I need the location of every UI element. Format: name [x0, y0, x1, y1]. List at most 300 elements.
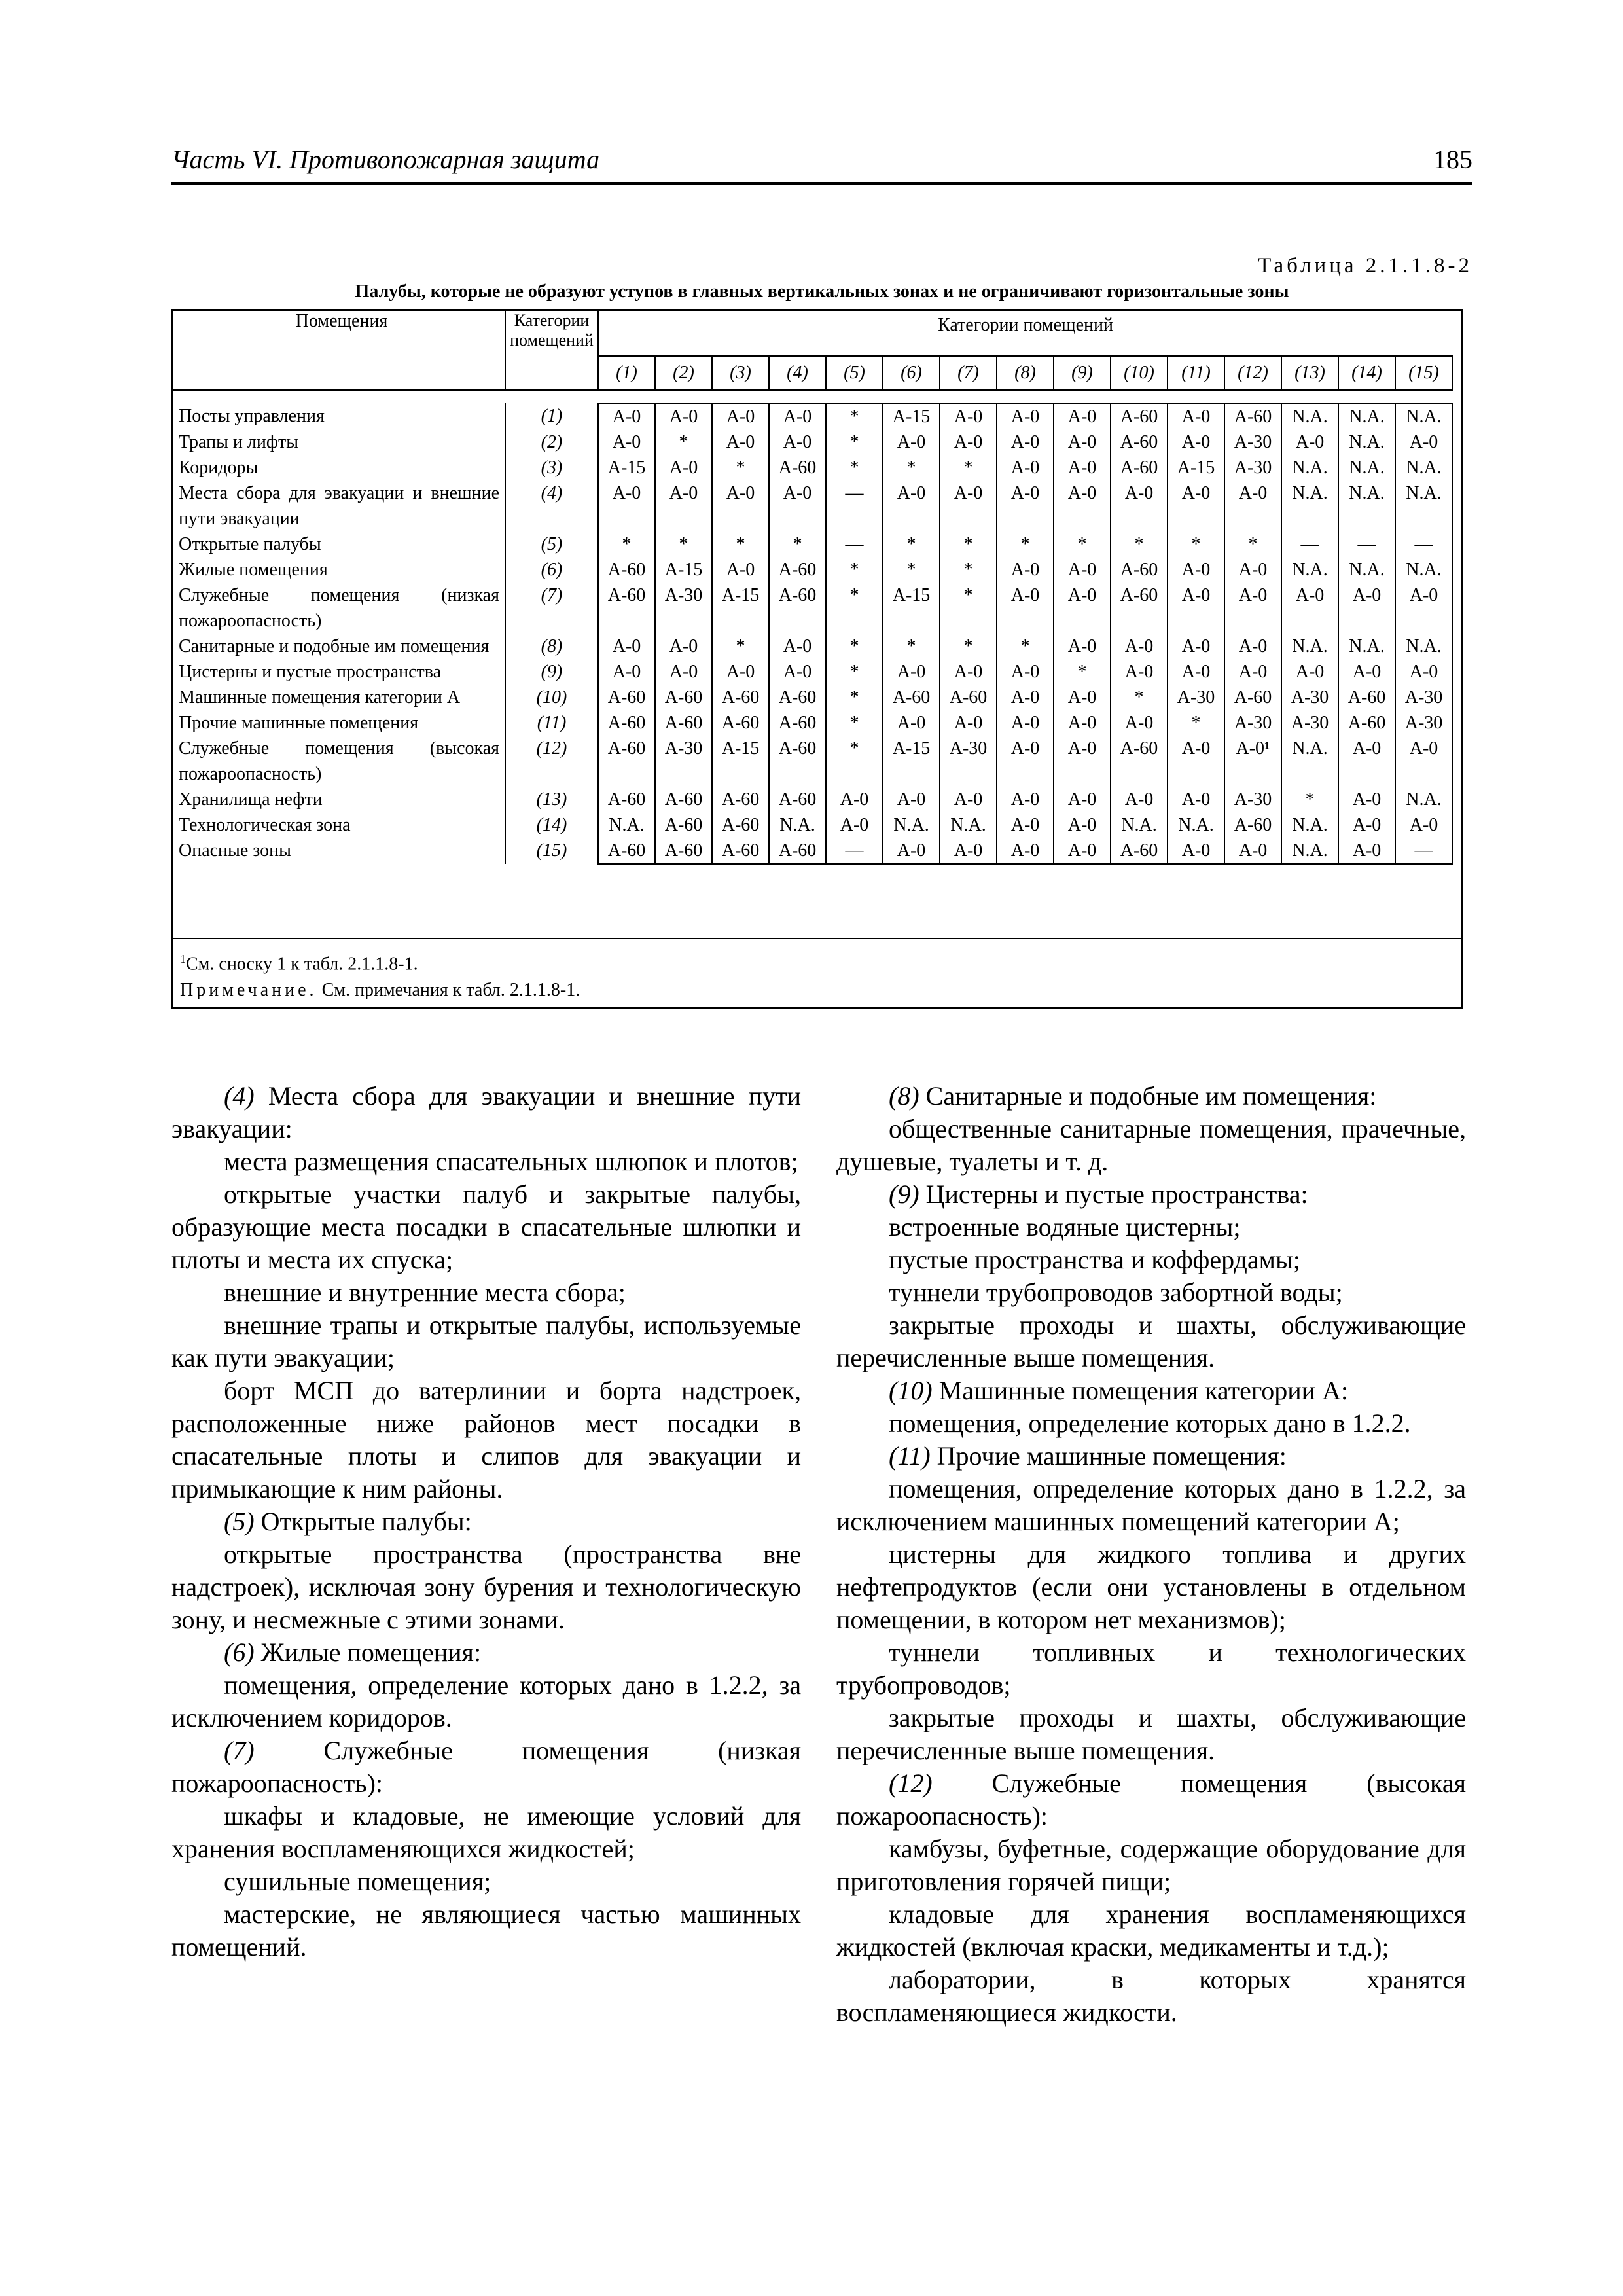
table-cell: A-0 — [1224, 583, 1281, 634]
table-cell: A-0 — [1338, 812, 1395, 838]
row-room-name: Технологическая зона — [173, 812, 505, 838]
table-cell: A-0 — [826, 812, 883, 838]
table-cell: A-0 — [598, 659, 655, 685]
table-row — [173, 557, 1452, 583]
paragraph-text: помещения, определение которых дано в 1.2.2, за исключением машинных помещений категории А; — [836, 1474, 1466, 1536]
table-cell: A-0 — [1111, 480, 1168, 531]
table-row — [173, 531, 1452, 557]
table-cell: A-60 — [655, 710, 712, 736]
table-cell: A-60 — [1111, 838, 1168, 864]
table-cell: A-0 — [997, 583, 1054, 634]
paragraph-text: Служебные помещения (высокая пожароопасность): — [836, 1768, 1467, 1831]
table-cell: — — [1395, 531, 1452, 557]
table-cell: A-30 — [1224, 429, 1281, 455]
table-cell: A-0 — [1168, 659, 1224, 685]
row-category: (15) — [505, 838, 598, 864]
table-cell: A-60 — [1111, 557, 1168, 583]
row-category: (5) — [505, 531, 598, 557]
table-cell: A-60 — [598, 736, 655, 787]
paragraph — [836, 1080, 1466, 1113]
table-cell: A-0 — [769, 634, 826, 659]
table-cell: A-0 — [940, 429, 997, 455]
row-category: (10) — [505, 685, 598, 710]
note-label: Примечание. — [180, 980, 317, 1001]
paragraph — [836, 1898, 1466, 1964]
footnote-mark: 1 — [180, 952, 186, 965]
table-cell: A-0 — [1395, 583, 1452, 634]
paragraph — [171, 1538, 801, 1636]
category-number: (12) — [889, 1768, 992, 1798]
table-cell: A-60 — [1224, 812, 1281, 838]
table-cell: N.A. — [1338, 429, 1395, 455]
table-cell: A-60 — [1224, 403, 1281, 429]
row-category: (7) — [505, 583, 598, 634]
table-cell: A-30 — [1281, 710, 1338, 736]
row-room-name: Опасные зоны — [173, 838, 505, 864]
table-cell: A-0 — [997, 685, 1054, 710]
table-cell: * — [883, 531, 940, 557]
table-cell: A-60 — [598, 557, 655, 583]
table-cell: A-0 — [1281, 583, 1338, 634]
paragraph-text: шкафы и кладовые, не имеющие условий для хранения воспламеняющихся жидкостей; — [171, 1801, 801, 1863]
table-cell: A-60 — [598, 710, 655, 736]
category-number: (4) — [224, 1081, 268, 1111]
paragraph — [836, 1473, 1466, 1538]
table-cell: A-0 — [1111, 634, 1168, 659]
table-cell: A-60 — [1338, 710, 1395, 736]
row-category: (8) — [505, 634, 598, 659]
table-cell: A-30 — [655, 736, 712, 787]
table-cell: * — [712, 531, 769, 557]
table-row — [173, 838, 1452, 864]
table-cell: A-0 — [1111, 659, 1168, 685]
table-cell: A-0 — [1338, 787, 1395, 812]
header-categories: Категории помещений — [505, 311, 598, 390]
table-cell: A-60 — [712, 710, 769, 736]
paragraph — [171, 1374, 801, 1505]
paragraph — [171, 1734, 801, 1800]
table-cell: A-0 — [1224, 634, 1281, 659]
table-cell: * — [1111, 531, 1168, 557]
row-room-name: Коридоры — [173, 455, 505, 480]
table-cell: N.A. — [1281, 736, 1338, 787]
row-category: (1) — [505, 403, 598, 429]
table-cell: * — [1111, 685, 1168, 710]
table-cell: — — [1338, 531, 1395, 557]
paragraph — [171, 1800, 801, 1865]
table-cell: A-0 — [1338, 838, 1395, 864]
table-cell: A-15 — [883, 583, 940, 634]
table-cell: A-60 — [655, 685, 712, 710]
table-cell: A-0 — [883, 838, 940, 864]
row-category: (3) — [505, 455, 598, 480]
row-room-name: Места сбора для эвакуации и внешние пути эвакуации — [173, 480, 505, 531]
table-cell: A-0 — [1395, 736, 1452, 787]
table-cell: * — [826, 685, 883, 710]
table-cell: A-0 — [655, 403, 712, 429]
table-row — [173, 812, 1452, 838]
paragraph — [171, 1636, 801, 1669]
col-number: (5) — [826, 356, 883, 390]
table-cell: * — [826, 710, 883, 736]
table-cell: * — [1224, 531, 1281, 557]
paragraph-text: общественные санитарные помещения, прачечные, душевые, туалеты и т. д. — [836, 1114, 1466, 1176]
paragraph-text: помещения, определение которых дано в 1.2.2, за исключением коридоров. — [171, 1670, 801, 1732]
table-cell: A-0 — [1338, 736, 1395, 787]
col-number: (15) — [1395, 356, 1452, 390]
row-room-name: Посты управления — [173, 403, 505, 429]
table-cell: — — [826, 531, 883, 557]
paragraph — [836, 1178, 1466, 1211]
table-row — [173, 736, 1452, 787]
paragraph-text: Открытые палубы: — [260, 1507, 472, 1536]
table-cell: * — [769, 531, 826, 557]
table-cell: A-0 — [1054, 736, 1111, 787]
table-cell: A-0 — [1338, 583, 1395, 634]
table-cell: A-0 — [883, 480, 940, 531]
table-cell: A-0 — [940, 403, 997, 429]
table-row — [173, 480, 1452, 531]
table-cell: * — [883, 455, 940, 480]
table-cell: A-0 — [997, 736, 1054, 787]
paragraph — [836, 1374, 1466, 1407]
row-category: (13) — [505, 787, 598, 812]
col-number: (6) — [883, 356, 940, 390]
table-cell: * — [826, 403, 883, 429]
paragraph — [171, 1276, 801, 1309]
note-text: См. примечания к табл. 2.1.1.8-1. — [321, 980, 580, 1001]
row-room-name: Хранилища нефти — [173, 787, 505, 812]
table-row — [173, 787, 1452, 812]
table-cell: A-0 — [826, 787, 883, 812]
paragraph — [836, 1113, 1466, 1178]
table-cell: A-15 — [883, 403, 940, 429]
paragraph — [836, 1964, 1466, 2029]
table-cell: A-0 — [1168, 736, 1224, 787]
table-grid — [173, 311, 1453, 865]
paragraph-text: закрытые проходы и шахты, обслуживающие перечисленные выше помещения. — [836, 1703, 1466, 1765]
row-room-name: Открытые палубы — [173, 531, 505, 557]
table-cell: A-60 — [655, 838, 712, 864]
table-cell: A-0 — [940, 480, 997, 531]
paragraph — [836, 1309, 1466, 1374]
table-cell: A-30 — [940, 736, 997, 787]
table-cell: A-0 — [1054, 812, 1111, 838]
table-cell: A-60 — [769, 685, 826, 710]
table-cell: * — [826, 736, 883, 787]
table-cell: A-0 — [712, 480, 769, 531]
table-cell: A-0 — [1054, 583, 1111, 634]
paragraph-text: помещения, определение которых дано в 1.2.2. — [889, 1408, 1411, 1438]
table-cell: N.A. — [1281, 455, 1338, 480]
col-number: (11) — [1168, 356, 1224, 390]
paragraph-text: камбузы, буфетные, содержащие оборудование для приготовления горячей пищи; — [836, 1834, 1466, 1896]
table-cell: A-60 — [598, 685, 655, 710]
category-number: (11) — [889, 1441, 937, 1471]
table-cell: A-0 — [1168, 787, 1224, 812]
paragraph-text: туннели трубопроводов забортной воды; — [889, 1278, 1343, 1307]
col-number: (1) — [598, 356, 655, 390]
table-cell: A-0 — [1054, 480, 1111, 531]
table-cell: A-30 — [1395, 685, 1452, 710]
table-cell: A-0 — [712, 557, 769, 583]
table-cell: A-0 — [769, 403, 826, 429]
table-cell: A-0 — [997, 429, 1054, 455]
table-cell: * — [1168, 531, 1224, 557]
row-category: (6) — [505, 557, 598, 583]
table-cell: A-0 — [1224, 480, 1281, 531]
table-cell: A-0 — [1054, 634, 1111, 659]
table-cell: N.A. — [769, 812, 826, 838]
table-note — [180, 977, 1423, 1003]
table-cell: A-15 — [1168, 455, 1224, 480]
table-cell: A-60 — [655, 787, 712, 812]
table-cell: A-0 — [598, 480, 655, 531]
table-cell: A-60 — [598, 838, 655, 864]
table-cell: N.A. — [1281, 403, 1338, 429]
table-cell: A-0 — [997, 403, 1054, 429]
table-cell: * — [655, 429, 712, 455]
table-cell: A-0 — [883, 659, 940, 685]
paragraph — [171, 1080, 801, 1145]
table-cell: N.A. — [1338, 557, 1395, 583]
table-cell: * — [997, 531, 1054, 557]
table-cell: A-0 — [997, 710, 1054, 736]
table-cell: A-0 — [712, 429, 769, 455]
header-rooms: Помещения — [173, 311, 505, 390]
paragraph-text: Служебные помещения (низкая пожароопасность): — [171, 1736, 801, 1798]
table-cell: A-60 — [1338, 685, 1395, 710]
table-cell: A-60 — [1111, 455, 1168, 480]
row-room-name: Служебные помещения (низкая пожароопасность) — [173, 583, 505, 634]
table-cell: A-15 — [598, 455, 655, 480]
table-notes-divider — [173, 938, 1461, 939]
col-number: (7) — [940, 356, 997, 390]
table-cell: A-60 — [940, 685, 997, 710]
table-cell: A-0 — [1054, 787, 1111, 812]
right-text-column — [836, 1080, 1466, 2029]
col-number: (10) — [1111, 356, 1168, 390]
paragraph — [171, 1145, 801, 1178]
paragraph-text: места размещения спасательных шлюпок и плотов; — [224, 1147, 798, 1176]
table-cell: A-60 — [769, 557, 826, 583]
row-room-name: Прочие машинные помещения — [173, 710, 505, 736]
table-cell: A-0 — [997, 557, 1054, 583]
table-cell: A-0 — [1224, 659, 1281, 685]
paragraph-text: встроенные водяные цистерны; — [889, 1212, 1241, 1242]
table-cell: A-0 — [1054, 710, 1111, 736]
table-row — [173, 455, 1452, 480]
table-cell: * — [940, 557, 997, 583]
paragraph — [171, 1669, 801, 1734]
paragraph-text: внешние трапы и открытые палубы, используемые как пути эвакуации; — [171, 1310, 801, 1372]
table-cell: A-0 — [655, 480, 712, 531]
row-category: (9) — [505, 659, 598, 685]
table-cell: A-0 — [1168, 403, 1224, 429]
table-cell: A-0 — [1054, 403, 1111, 429]
table-cell: A-60 — [598, 787, 655, 812]
table-cell: A-30 — [1224, 455, 1281, 480]
paragraph-text: Прочие машинные помещения: — [936, 1441, 1287, 1471]
table-cell: A-60 — [769, 583, 826, 634]
table-header-row — [173, 311, 1452, 356]
table-cell: A-60 — [598, 583, 655, 634]
table-cell: * — [1054, 659, 1111, 685]
row-room-name: Санитарные и подобные им помещения — [173, 634, 505, 659]
paragraph-text: внешние и внутренние места сбора; — [224, 1278, 626, 1307]
table-cell: N.A. — [1338, 403, 1395, 429]
table-cell: * — [712, 455, 769, 480]
table-cell: A-0 — [1054, 429, 1111, 455]
table-cell: N.A. — [1338, 455, 1395, 480]
running-title: Часть VI. Противопожарная защита — [171, 145, 600, 174]
paragraph-text: сушильные помещения; — [224, 1867, 491, 1896]
paragraph-text: открытые участки палуб и закрытые палубы, образующие места посадки в спасательные шлюпки и плоты и места их спуска; — [171, 1179, 801, 1274]
category-number: (7) — [224, 1736, 324, 1765]
table-cell: A-30 — [655, 583, 712, 634]
table-cell: * — [826, 429, 883, 455]
col-number: (2) — [655, 356, 712, 390]
table-cell: A-0 — [1168, 634, 1224, 659]
table-cell: A-0 — [1224, 838, 1281, 864]
table-cell: A-60 — [769, 455, 826, 480]
table-cell: A-0 — [940, 710, 997, 736]
table-cell: N.A. — [1395, 403, 1452, 429]
col-number: (4) — [769, 356, 826, 390]
table-cell: A-0 — [655, 659, 712, 685]
paragraph-text: борт МСП до ватерлинии и борта надстроек, расположенные ниже районов мест посадки в спасательные плоты и слипов для эвакуации и примыкающие к ним районы. — [171, 1376, 801, 1503]
row-room-name: Трапы и лифты — [173, 429, 505, 455]
table-cell: A-0 — [940, 838, 997, 864]
table-cell: A-60 — [655, 812, 712, 838]
table-cell: A-30 — [1224, 787, 1281, 812]
table-cell: A-0 — [940, 787, 997, 812]
table-cell: A-0 — [655, 455, 712, 480]
table-cell: A-0 — [883, 429, 940, 455]
table-cell: * — [940, 455, 997, 480]
col-number: (8) — [997, 356, 1054, 390]
table-cell: — — [826, 480, 883, 531]
table-cell: * — [1168, 710, 1224, 736]
paragraph — [171, 1505, 801, 1538]
table-cell: A-0 — [997, 455, 1054, 480]
table-cell: A-30 — [1281, 685, 1338, 710]
col-number: (12) — [1224, 356, 1281, 390]
table-cell: A-30 — [1224, 710, 1281, 736]
table-row — [173, 685, 1452, 710]
left-text-column — [171, 1080, 801, 1964]
table-cell: A-15 — [712, 736, 769, 787]
table-cell: N.A. — [1395, 557, 1452, 583]
paragraph — [836, 1276, 1466, 1309]
row-category: (14) — [505, 812, 598, 838]
paragraph-text: Места сбора для эвакуации и внешние пути эвакуации: — [171, 1081, 802, 1143]
footnote — [180, 946, 1423, 977]
table-cell: A-0 — [1111, 787, 1168, 812]
page-number: 185 — [1433, 145, 1472, 174]
row-category: (12) — [505, 736, 598, 787]
table-cell: A-0 — [598, 634, 655, 659]
table-cell: A-0 — [769, 480, 826, 531]
table-cell: * — [940, 531, 997, 557]
col-number: (3) — [712, 356, 769, 390]
paragraph-text: Санитарные и подобные им помещения: — [925, 1081, 1377, 1111]
category-number: (10) — [889, 1376, 939, 1405]
table-cell: A-0 — [1168, 838, 1224, 864]
table-cell: A-60 — [712, 787, 769, 812]
paragraph — [171, 1178, 801, 1276]
table-cell: N.A. — [1395, 455, 1452, 480]
row-room-name: Жилые помещения — [173, 557, 505, 583]
table-cell: * — [598, 531, 655, 557]
paragraph — [836, 1407, 1466, 1440]
table-cell: — — [826, 838, 883, 864]
table-cell: A-0 — [997, 480, 1054, 531]
table-row — [173, 583, 1452, 634]
table-cell: A-30 — [1168, 685, 1224, 710]
row-room-name: Служебные помещения (высокая пожароопасность) — [173, 736, 505, 787]
table-cell: A-0 — [1054, 557, 1111, 583]
paragraph-text: лаборатории, в которых хранятся воспламеняющиеся жидкости. — [836, 1965, 1466, 2027]
table-cell: * — [940, 583, 997, 634]
table-cell: A-60 — [712, 685, 769, 710]
paragraph-text: туннели топливных и технологических трубопроводов; — [836, 1638, 1466, 1700]
table-cell: N.A. — [1395, 480, 1452, 531]
table-row — [173, 429, 1452, 455]
paragraph-text: Цистерны и пустые пространства: — [925, 1179, 1308, 1209]
table-cell: A-60 — [1111, 583, 1168, 634]
col-number: (14) — [1338, 356, 1395, 390]
table-cell: A-0 — [997, 659, 1054, 685]
table-cell: * — [826, 659, 883, 685]
col-number: (9) — [1054, 356, 1111, 390]
table-cell: N.A. — [598, 812, 655, 838]
table-cell: A-60 — [769, 736, 826, 787]
table-cell: * — [883, 557, 940, 583]
table-cell: A-0 — [1395, 659, 1452, 685]
table-cell: A-0¹ — [1224, 736, 1281, 787]
row-category: (2) — [505, 429, 598, 455]
table-cell: A-0 — [1224, 557, 1281, 583]
col-number: (13) — [1281, 356, 1338, 390]
table-cell: A-0 — [1281, 659, 1338, 685]
row-room-name: Цистерны и пустые пространства — [173, 659, 505, 685]
paragraph-text: пустые пространства и коффердамы; — [889, 1245, 1300, 1274]
paragraph — [836, 1244, 1466, 1276]
table-cell: N.A. — [1281, 557, 1338, 583]
table-row — [173, 403, 1452, 429]
paragraph — [836, 1636, 1466, 1702]
table-cell: * — [883, 634, 940, 659]
paragraph — [171, 1309, 801, 1374]
table-cell: A-0 — [1338, 659, 1395, 685]
category-number: (9) — [889, 1179, 926, 1209]
table-cell: A-0 — [1168, 480, 1224, 531]
table-cell: N.A. — [1395, 787, 1452, 812]
row-category: (11) — [505, 710, 598, 736]
paragraph — [171, 1898, 801, 1964]
table-cell: — — [1395, 838, 1452, 864]
table-cell: * — [997, 634, 1054, 659]
table-cell: N.A. — [940, 812, 997, 838]
table-row — [173, 634, 1452, 659]
table-cell: A-0 — [1168, 557, 1224, 583]
paragraph-text: мастерские, не являющиеся частью машинных помещений. — [171, 1899, 801, 1962]
table-cell: A-0 — [940, 659, 997, 685]
table-cell: A-0 — [1054, 685, 1111, 710]
table-cell: * — [826, 557, 883, 583]
page-header — [171, 144, 1472, 185]
